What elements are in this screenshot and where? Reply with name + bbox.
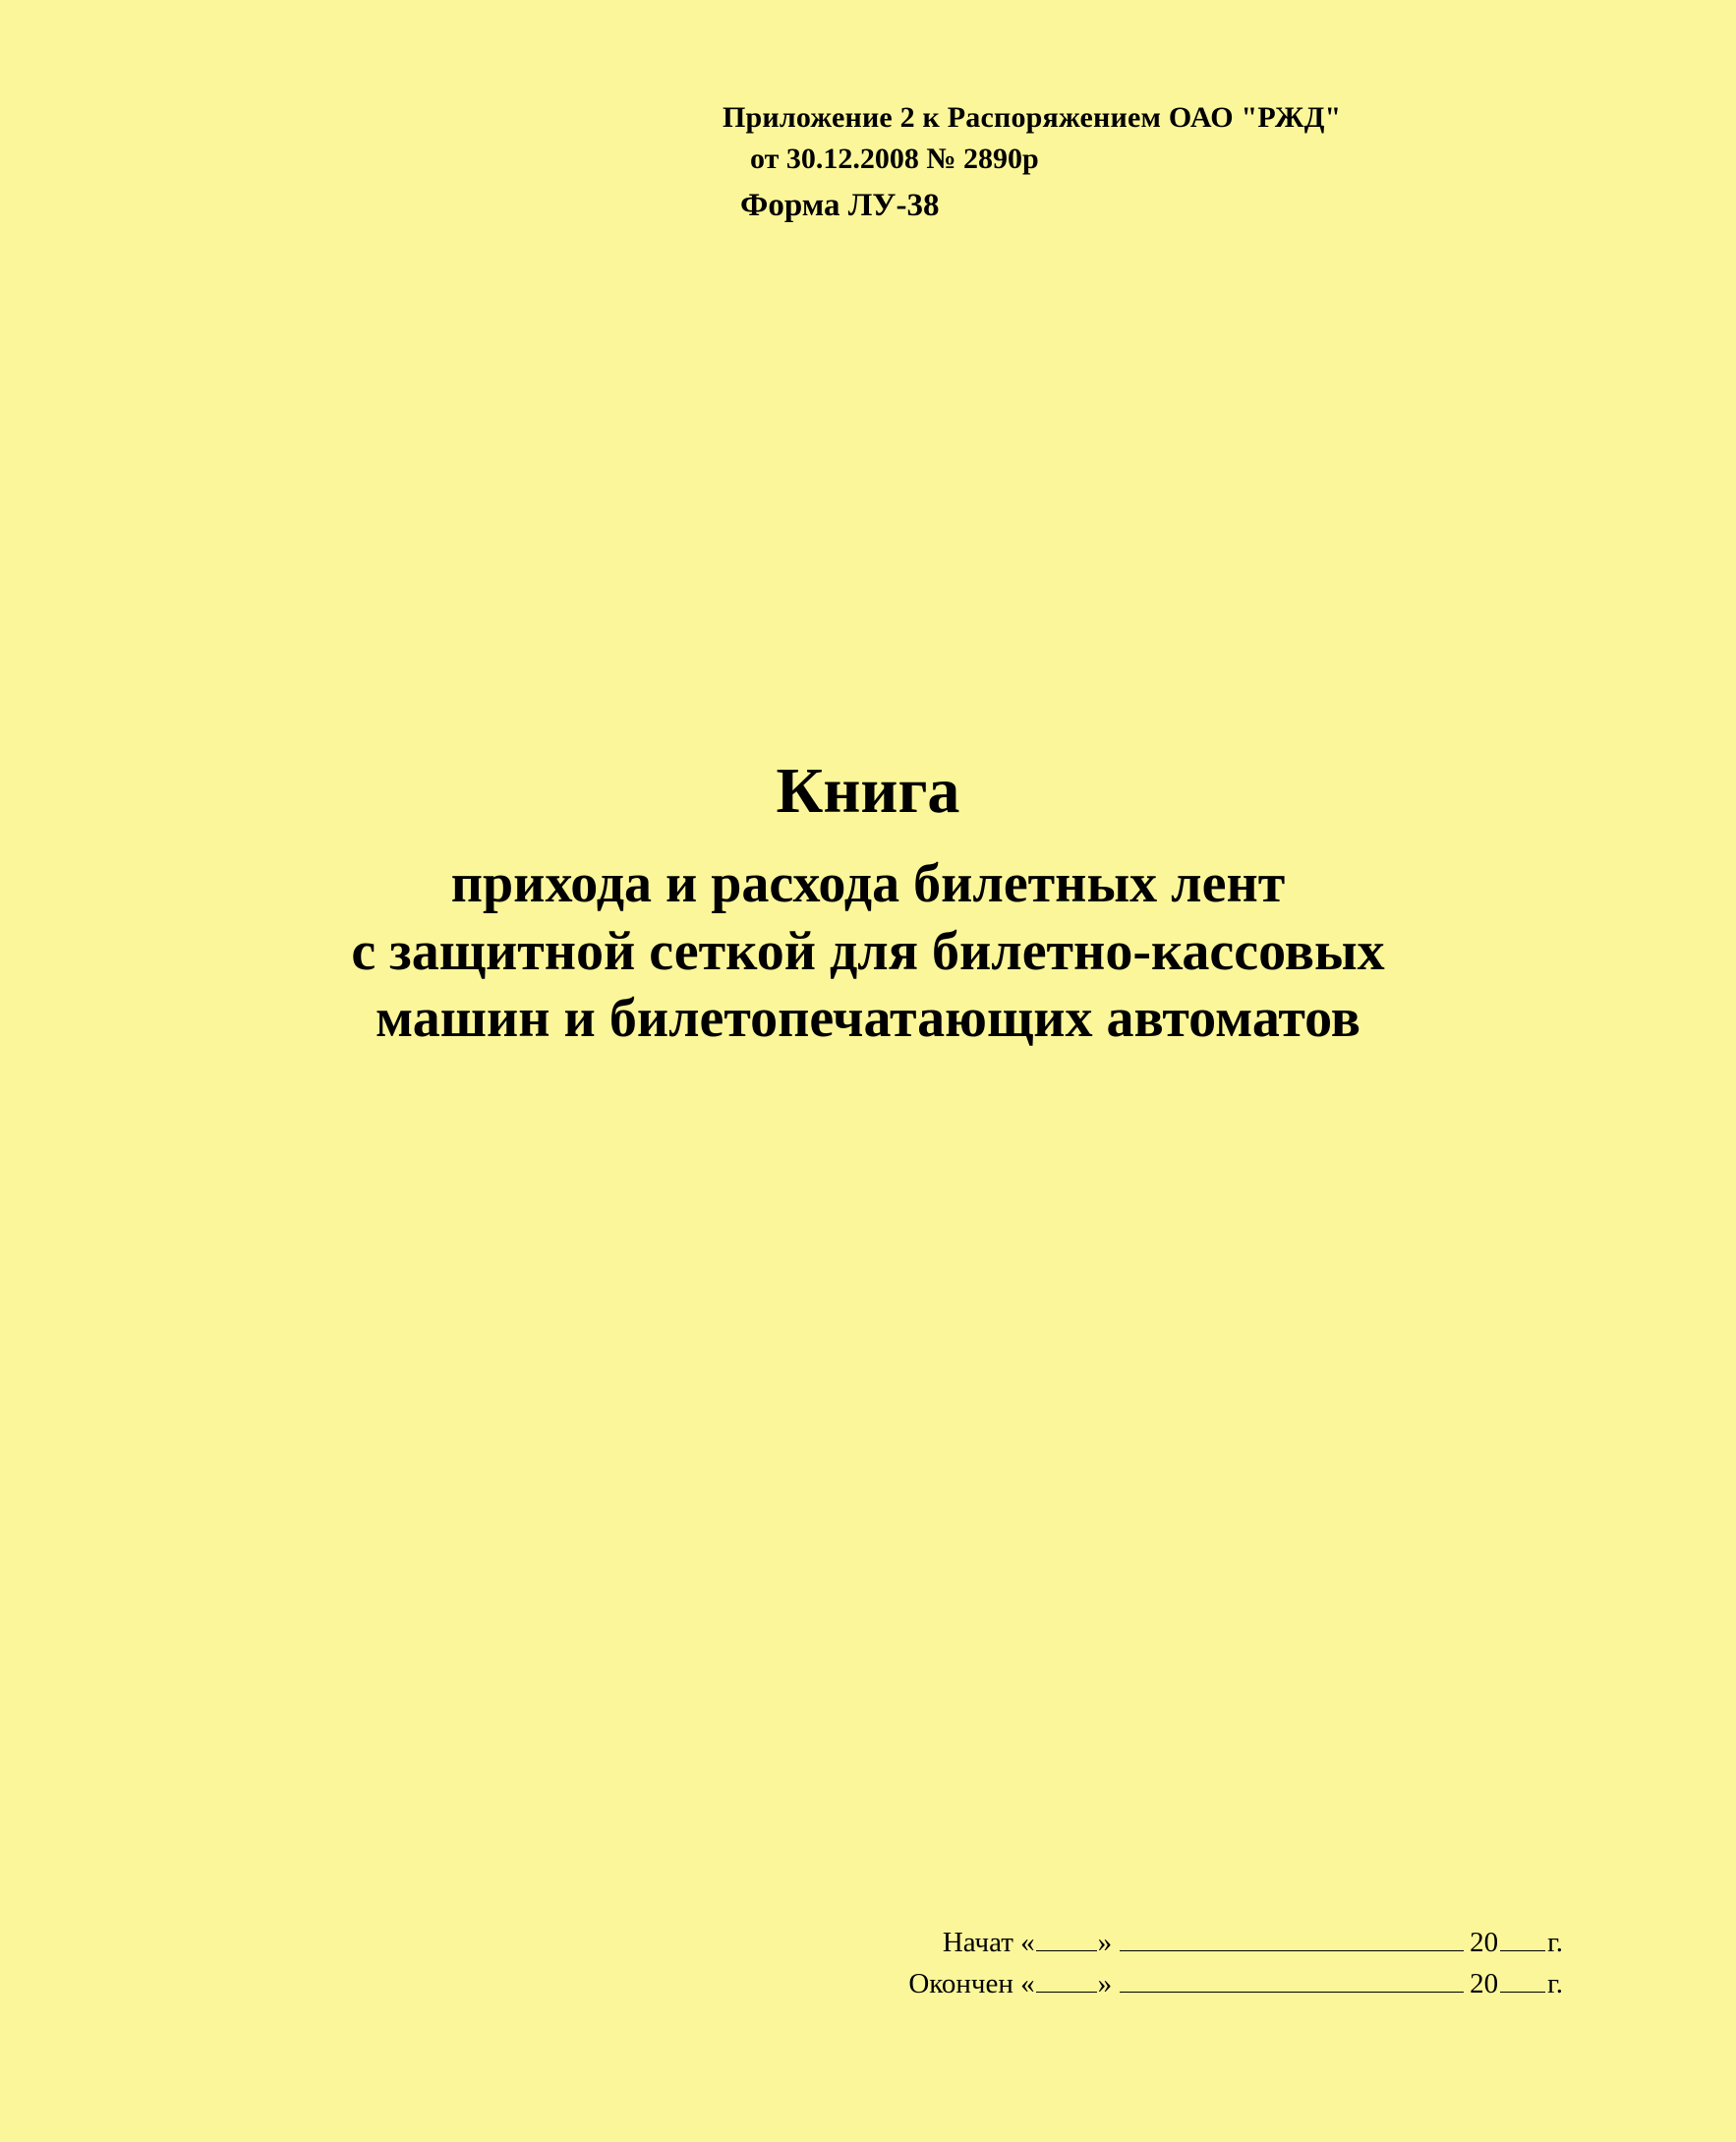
finished-year-suffix: г. [1547, 1968, 1563, 2000]
started-year-prefix: 20 [1470, 1927, 1499, 1958]
document-subtitle-line-1: прихода и расхода билетных лент [450, 853, 1286, 915]
form-reference-block [723, 103, 1568, 222]
finished-month-field[interactable] [1120, 1972, 1464, 1993]
date-fields-block [786, 1922, 1563, 2004]
form-reference-line-2: от 30.12.2008 № 2890р [750, 143, 1039, 175]
document-subtitle-line-2: с защитной сеткой для билетно-кассовых [351, 920, 1385, 982]
finished-quote-close: » [1097, 1968, 1113, 2000]
document-title-block [0, 757, 1736, 1052]
started-day-field[interactable] [1036, 1931, 1097, 1951]
finished-year-field[interactable] [1500, 1972, 1545, 1993]
started-quote-close: » [1097, 1927, 1113, 1958]
started-year-suffix: г. [1547, 1927, 1563, 1958]
started-date-row [786, 1922, 1563, 1963]
finished-label: Окончен « [908, 1968, 1035, 2000]
finished-year-prefix: 20 [1470, 1968, 1499, 2000]
page-title: Книга [776, 755, 960, 827]
started-month-field[interactable] [1120, 1931, 1464, 1951]
started-year-field[interactable] [1500, 1931, 1545, 1951]
document-subtitle-line-3: машин и билетопечатающих автоматов [375, 987, 1360, 1049]
finished-date-row [786, 1963, 1563, 2004]
form-reference-line-1: Приложение 2 к Распоряжением ОАО "РЖД" [723, 101, 1342, 134]
finished-day-field[interactable] [1036, 1972, 1097, 1993]
form-code: Форма ЛУ-38 [740, 188, 940, 223]
started-label: Начат « [942, 1927, 1035, 1958]
